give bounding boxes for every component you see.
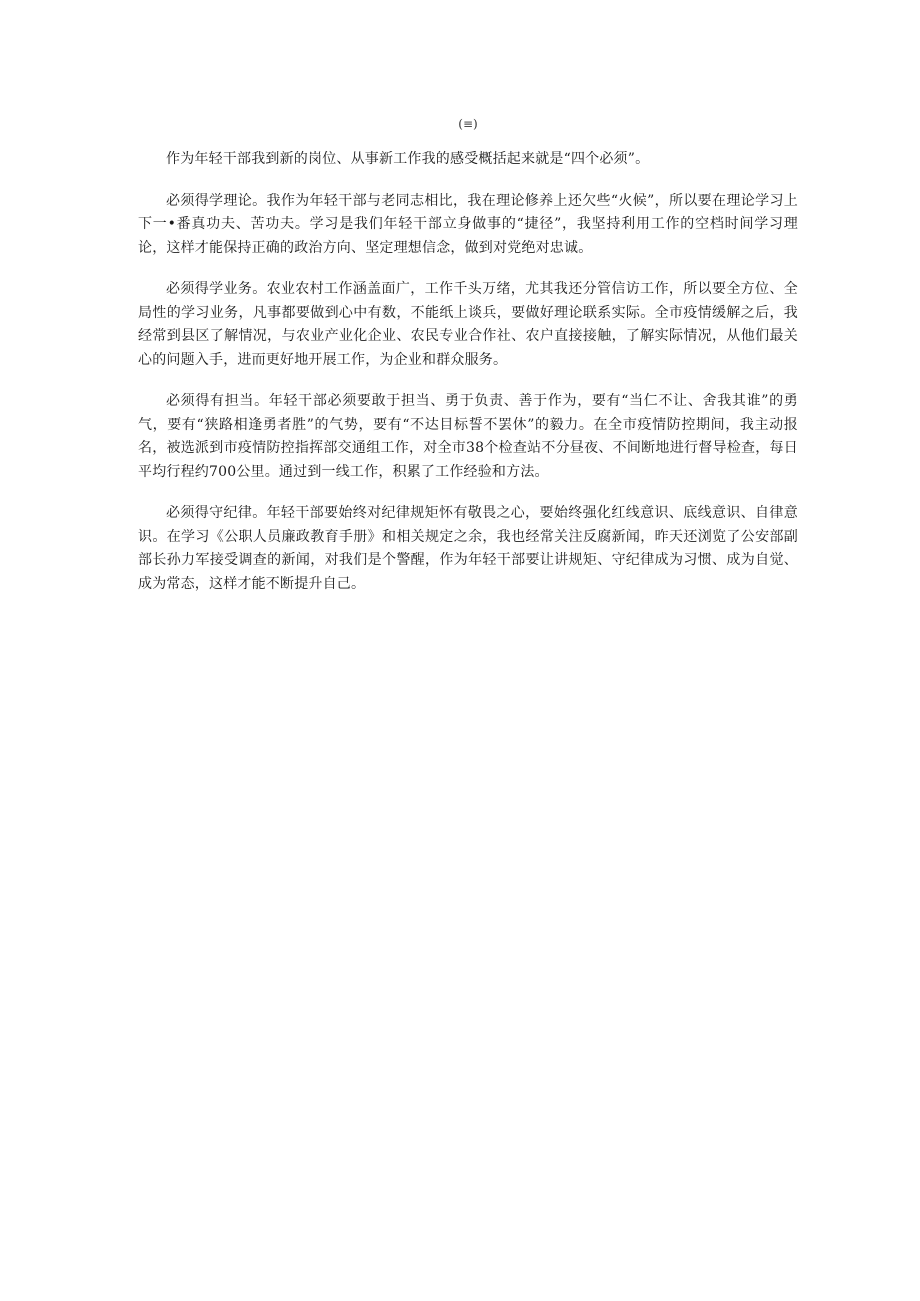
paragraph-responsibility: 必须得有担当。年轻干部必须要敢于担当、勇于负责、善于作为，要有“当仁不让、舍我其谁”的勇气，要有“狭路相逢勇者胜”的气势，要有“不达目标誓不罢休”的毅力。在全市疫情防控期间，我主动报名，被选派到市疫情防控指挥部交通组工作，对全市38个检查站不分昼夜、不间断地进行督导检查，每日平均行程约700公里。通过到一线工作，积累了工作经验和方法。 xyxy=(138,393,798,480)
section-heading: (≡) xyxy=(458,117,478,131)
document-page xyxy=(138,112,798,614)
intro-paragraph: 作为年轻干部我到新的岗位、从事新工作我的感受概括起来就是“四个必须”。 xyxy=(166,151,650,167)
paragraph-business: 必须得学业务。农业农村工作涵盖面广，工作千头万绪，尤其我还分管信访工作，所以要全方位、全局性的学习业务，凡事都要做到心中有数，不能纸上谈兵，要做好理论联系实际。全市疫情缓解之后，我经常到县区了解情况，与农业产业化企业、农民专业合作社、农户直接接触，了解实际情况，从他们最关心的问题入手，进而更好地开展工作，为企业和群众服务。 xyxy=(138,281,798,368)
paragraph-discipline: 必须得守纪律。年轻干部要始终对纪律规矩怀有敬畏之心，要始终强化红线意识、底线意识、自律意识。在学习《公职人员廉政教育手册》和相关规定之余，我也经常关注反腐新闻，昨天还浏览了公安部副部长孙力军接受调查的新闻，对我们是个警醒，作为年轻干部要让讲规矩、守纪律成为习惯、成为自觉、成为常态，这样才能不断提升自己。 xyxy=(138,505,798,592)
paragraph-theory: 必须得学理论。我作为年轻干部与老同志相比，我在理论修养上还欠些“火候”，所以要在理论学习上下一•番真功夫、苦功夫。学习是我们年轻干部立身做事的“捷径”，我坚持利用工作的空档时间学习理论，这样才能保持正确的政治方向、坚定理想信念，做到对党绝对忠诚。 xyxy=(138,192,798,256)
